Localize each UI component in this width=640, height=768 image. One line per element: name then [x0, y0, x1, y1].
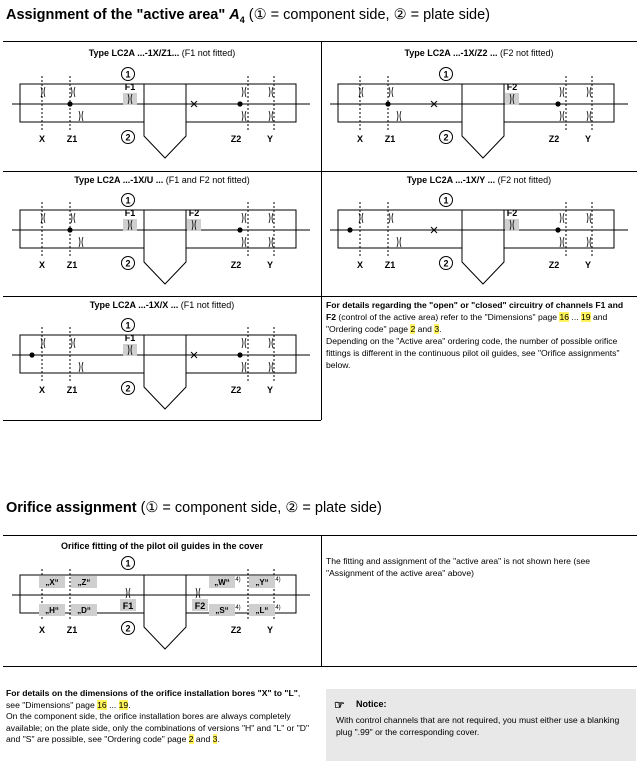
marker-plate-side: 2: [125, 623, 131, 634]
orifice-y-top-left: [587, 213, 588, 223]
label-x: X: [38, 134, 46, 144]
orifice-y-bottom-left: [587, 237, 588, 247]
valve-body: [144, 84, 186, 158]
divider: [321, 535, 322, 666]
orifice-y-bottom-left: [269, 237, 270, 247]
orifice-x-top-right: [362, 87, 363, 97]
label-z1: Z1: [66, 134, 78, 144]
orifice-z1-bottom-right: [400, 237, 401, 247]
orifice-z1-bottom-right: [82, 111, 83, 121]
orifice-y-bottom-left: [587, 111, 588, 121]
orifice-z1-top-left: [71, 213, 72, 223]
diagram-header-x: Type LC2A ...-1X/X ... (F1 not fitted): [89, 300, 235, 310]
orifice-y-bottom-left: [269, 362, 270, 372]
orifice-z1-bottom-right: [82, 237, 83, 247]
orifice-y-bottom-right: [272, 111, 273, 121]
junction-dot-0: [67, 227, 72, 232]
orifice-z1-top-left: [71, 87, 72, 97]
channel-f2-label: F2: [506, 208, 518, 218]
notice-title: Notice:: [356, 699, 387, 709]
orifice-z1-bottom-left: [397, 237, 398, 247]
channel-f1-fill: [123, 93, 137, 105]
orifice-y-top-left: [269, 213, 270, 223]
section-title-orifice: Orifice assignment (① = component side, ② = plate side): [6, 500, 382, 516]
footnote-s: 4): [235, 605, 241, 611]
channel-f1-label: F1: [124, 208, 136, 218]
diagram-orifice: [12, 555, 312, 657]
label-x: X: [38, 385, 46, 395]
notice-text: With control channels that are not required, you must either use a blanking plug ".99" or the corresponding cover.: [336, 715, 620, 737]
orifice-z1-top-right: [392, 213, 393, 223]
valve-body: [144, 335, 186, 409]
label-y: Y: [266, 385, 274, 395]
diagram-x: [12, 315, 312, 417]
orifice-tag-h: „H“: [45, 606, 59, 615]
orifice-z1-top-left: [71, 338, 72, 348]
orifice-y-bottom-right: [590, 111, 591, 121]
valve-body: [144, 575, 186, 649]
channel-f1-fill: [123, 344, 137, 356]
orifice-z1-top-left: [389, 213, 390, 223]
orifice-z1-top-left: [389, 87, 390, 97]
label-z2: Z2: [230, 385, 242, 395]
marker-component-side: 1: [443, 69, 449, 80]
diagram-header-y: Type LC2A ...-1X/Y ... (F2 not fitted): [406, 175, 552, 185]
orifice-z2-top-right: [245, 213, 246, 223]
marker-plate-side: 2: [443, 258, 449, 269]
channel-f1-label: F1: [124, 82, 136, 92]
diagram-u: [12, 190, 312, 292]
label-z1: Z1: [384, 260, 396, 270]
divider: [3, 171, 637, 172]
label-y: Y: [584, 260, 592, 270]
orifice-tag-y: „Y“: [255, 578, 269, 587]
orifice-y-top-left: [269, 338, 270, 348]
channel-f2-fill: [187, 219, 201, 231]
junction-dot-1: [237, 227, 242, 232]
orifice-z2-top-right: [563, 87, 564, 97]
label-y: Y: [584, 134, 592, 144]
label-x: X: [38, 625, 46, 635]
diagram-header-orifice: Orifice fitting of the pilot oil guides in the cover: [60, 541, 263, 551]
orifice-z2-top-left: [560, 213, 561, 223]
channel-f1-label: F1: [124, 333, 136, 343]
label-y: Y: [266, 260, 274, 270]
diagram-z2: [330, 64, 630, 166]
orifice-z1-bottom-left: [79, 237, 80, 247]
orifice-z1-bottom-left: [397, 111, 398, 121]
orifice-y-top-left: [587, 87, 588, 97]
orifice-z2-bottom-right: [245, 362, 246, 372]
valve-body: [462, 210, 504, 284]
junction-dot-1: [237, 352, 242, 357]
orifice-tag-x: „X“: [45, 578, 59, 587]
notice-hand-icon: ☞: [334, 698, 345, 712]
junction-dot-0: [67, 101, 72, 106]
footnote-y: 4): [275, 577, 281, 583]
label-x: X: [38, 260, 46, 270]
channel-f2-label: F2: [194, 601, 206, 611]
channel-f2-label: F2: [506, 82, 518, 92]
marker-plate-side: 2: [125, 132, 131, 143]
orifice-z2-bottom-left: [242, 237, 243, 247]
orifice-z2-top-left: [560, 87, 561, 97]
label-z1: Z1: [384, 134, 396, 144]
orifice-y-top-right: [272, 338, 273, 348]
divider: [3, 41, 637, 42]
channel-f1-label: F1: [122, 601, 134, 611]
divider: [3, 420, 321, 421]
orifice-z2-bottom-right: [245, 237, 246, 247]
label-z1: Z1: [66, 385, 78, 395]
orifice-y-top-right: [272, 213, 273, 223]
marker-component-side: 1: [125, 69, 131, 80]
marker-component-side: 1: [125, 558, 131, 569]
orifice-z2-top-right: [245, 87, 246, 97]
orifice-y-bottom-right: [272, 237, 273, 247]
junction-dot-1: [555, 227, 560, 232]
dimensions-note: For details on the dimensions of the orifice installation bores "X" to "L", see "Dimensions" page 16 ... 19. On the component side, the orifice installation bores are always completely available; on the plate side, only the combinations of versions "H" and "L" or "D" and "S" are possible, see "Ordering code" page 2 and 3.: [6, 688, 310, 744]
channel-f2-label: F2: [188, 208, 200, 218]
junction-dot-0: [347, 227, 352, 232]
label-x: X: [356, 134, 364, 144]
junction-dot-1: [237, 101, 242, 106]
label-x: X: [356, 260, 364, 270]
orifice-z2-top-left: [242, 338, 243, 348]
label-z2: Z2: [230, 260, 242, 270]
channel-f2-fill: [505, 219, 519, 231]
notice-box: [326, 689, 636, 761]
divider: [321, 41, 322, 420]
orifice-z2-bottom-right: [563, 111, 564, 121]
label-y: Y: [266, 134, 274, 144]
orifice-tag-d: „D“: [77, 606, 91, 615]
orifice-y-top-right: [590, 213, 591, 223]
orifice-z1-bottom-right: [82, 362, 83, 372]
orifice-z1-bottom-right: [400, 111, 401, 121]
diagram-z1: [12, 64, 312, 166]
orifice-y-top-right: [272, 87, 273, 97]
orifice-z1-top-right: [74, 213, 75, 223]
junction-dot-1: [555, 101, 560, 106]
orifice-y-top-left: [269, 87, 270, 97]
orifice-x-top-right: [44, 213, 45, 223]
label-z2: Z2: [548, 134, 560, 144]
orifice-y-top-right: [590, 87, 591, 97]
orifice-z2-bottom-right: [563, 237, 564, 247]
junction-dot-0: [29, 352, 34, 357]
label-y: Y: [266, 625, 274, 635]
orifice-tag-w: „W“: [214, 578, 230, 587]
orifice-z2-bottom-right: [245, 111, 246, 121]
marker-component-side: 1: [125, 195, 131, 206]
footnote-w: 4): [235, 577, 241, 583]
orifice-y-bottom-right: [272, 362, 273, 372]
diagram-header-z1: Type LC2A ...-1X/Z1... (F1 not fitted): [88, 48, 236, 58]
orifice-y-bottom-left: [269, 111, 270, 121]
diagram-header-z2: Type LC2A ...-1X/Z2 ... (F2 not fitted): [404, 48, 554, 58]
marker-plate-side: 2: [443, 132, 449, 143]
orifice-tag-l: „L“: [255, 606, 269, 615]
orifice-z1-top-right: [74, 338, 75, 348]
orifice-z2-top-left: [242, 87, 243, 97]
orifice-z1-top-right: [392, 87, 393, 97]
divider: [3, 296, 637, 297]
divider: [3, 535, 637, 536]
label-z2: Z2: [548, 260, 560, 270]
orifice-f2-left: [196, 588, 197, 598]
label-z2: Z2: [230, 625, 242, 635]
orifice-tag-s: „S“: [215, 606, 229, 615]
orifice-z2-bottom-left: [560, 111, 561, 121]
diagram-header-u: Type LC2A ...-1X/U ... (F1 and F2 not fitted): [74, 175, 250, 185]
orifice-x-top-right: [44, 87, 45, 97]
orifice-z1-bottom-left: [79, 111, 80, 121]
section-title-active-area: Assignment of the "active area" $A_4$ (① = component side, ② = plate side): [6, 7, 490, 25]
marker-plate-side: 2: [125, 383, 131, 394]
orifice-f1-right: [129, 588, 130, 598]
channel-f2-fill: [505, 93, 519, 105]
footnote-l: 4): [275, 605, 281, 611]
orifice-tag-z: „Z“: [77, 578, 91, 587]
valve-body: [144, 210, 186, 284]
label-z1: Z1: [66, 260, 78, 270]
orifice-x-top-right: [362, 213, 363, 223]
orifice-z2-bottom-left: [560, 237, 561, 247]
fitting-note: The fitting and assignment of the "active area" is not shown here (see "Assignment of the active area" above): [326, 556, 591, 578]
orifice-f1-left: [126, 588, 127, 598]
channel-f1-fill: [123, 219, 137, 231]
orifice-z2-top-right: [563, 213, 564, 223]
orifice-z1-top-right: [74, 87, 75, 97]
marker-component-side: 1: [125, 320, 131, 331]
orifice-z2-bottom-left: [242, 362, 243, 372]
diagram-y: [330, 190, 630, 292]
orifice-y-bottom-right: [590, 237, 591, 247]
label-z1: Z1: [66, 625, 78, 635]
orifice-z2-top-left: [242, 213, 243, 223]
orifice-f2-right: [199, 588, 200, 598]
valve-body: [462, 84, 504, 158]
circuitry-details-text: For details regarding the "open" or "closed" circuitry of channels F1 and F2 (control of the active area) refer to the "Dimensions" page 16 ... 19 and "Ordering code" page 2 and 3. Depending on the "Active area" ordering code, the number of possible orifice fittings is different in the continuous pilot oil guides, see "Orifice assignments" below.: [326, 300, 624, 370]
orifice-z2-top-right: [245, 338, 246, 348]
orifice-x-top-right: [44, 338, 45, 348]
orifice-z2-bottom-left: [242, 111, 243, 121]
junction-dot-0: [385, 101, 390, 106]
label-z2: Z2: [230, 134, 242, 144]
marker-component-side: 1: [443, 195, 449, 206]
marker-plate-side: 2: [125, 258, 131, 269]
orifice-z1-bottom-left: [79, 362, 80, 372]
divider: [3, 666, 637, 667]
